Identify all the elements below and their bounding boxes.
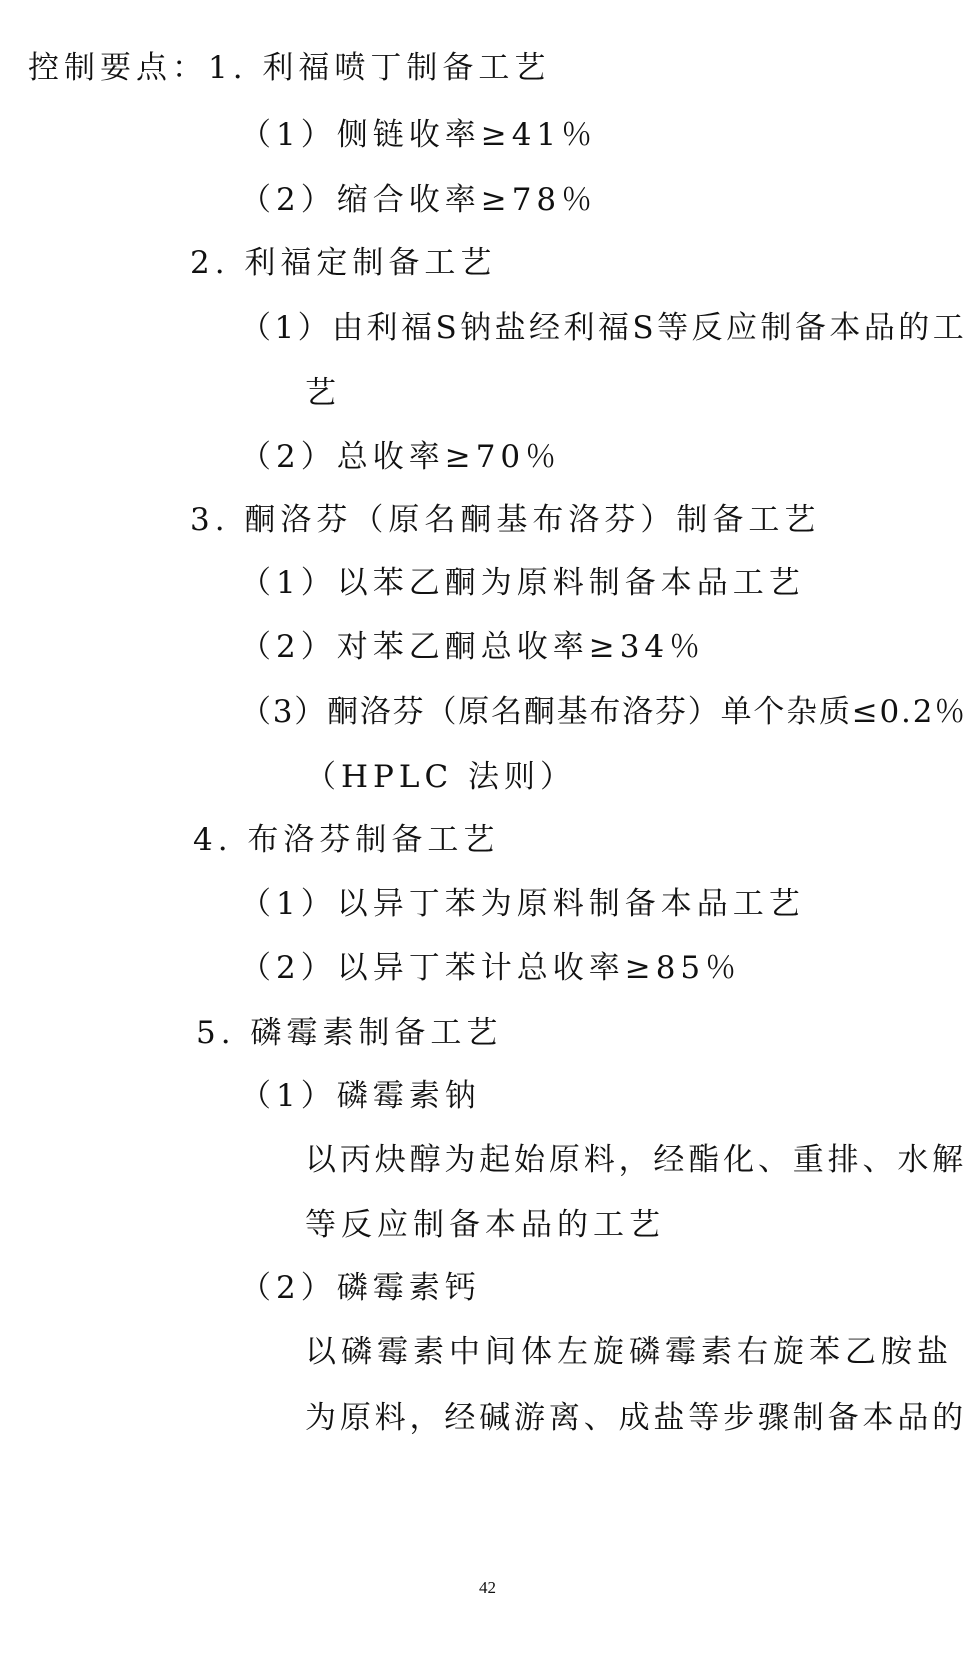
section-2-heading: 2. 利福定制备工艺 <box>190 245 497 281</box>
item-2-2: （2）总收率≥70％ <box>240 439 562 475</box>
section-5-heading: 5. 磷霉素制备工艺 <box>196 1015 503 1051</box>
item-3-1: （1）以苯乙酮为原料制备本品工艺 <box>240 565 805 601</box>
item-5-1: （1）磷霉素钠 <box>240 1078 481 1114</box>
item-5-2: （2）磷霉素钙 <box>240 1270 481 1306</box>
section-4-heading: 4. 布洛芬制备工艺 <box>193 822 500 858</box>
item-4-2: （2）以异丁苯计总收率≥85％ <box>240 950 742 986</box>
page-number: 42 <box>479 1578 496 1597</box>
item-1-1: （1）侧链收率≥41％ <box>240 117 598 153</box>
item-4-1: （1）以异丁苯为原料制备本品工艺 <box>240 886 805 922</box>
item-2-1: （1）由利福S钠盐经利福S等反应制备本品的工 <box>240 310 968 346</box>
item-5-1-desc-a: 以丙炔醇为起始原料，经酯化、重排、水解 <box>305 1142 967 1178</box>
item-3-2: （2）对苯乙酮总收率≥34％ <box>240 629 706 665</box>
item-5-2-desc-b: 为原料，经碱游离、成盐等步骤制备本品的 <box>305 1400 967 1436</box>
item-3-3-continued: （HPLC 法则） <box>305 759 577 795</box>
item-2-1-continued: 艺 <box>305 375 341 411</box>
item-5-2-desc-a: 以磷霉素中间体左旋磷霉素右旋苯乙胺盐 <box>305 1334 953 1370</box>
item-1-2: （2）缩合收率≥78％ <box>240 182 598 218</box>
item-5-1-desc-b: 等反应制备本品的工艺 <box>305 1207 665 1243</box>
item-3-3: （3）酮洛芬（原名酮基布洛芬）单个杂质≤0.2％ <box>240 694 967 730</box>
control-points-heading: 控制要点：1. 利福喷丁制备工艺 <box>28 50 551 86</box>
section-3-heading: 3. 酮洛芬（原名酮基布洛芬）制备工艺 <box>190 502 821 538</box>
